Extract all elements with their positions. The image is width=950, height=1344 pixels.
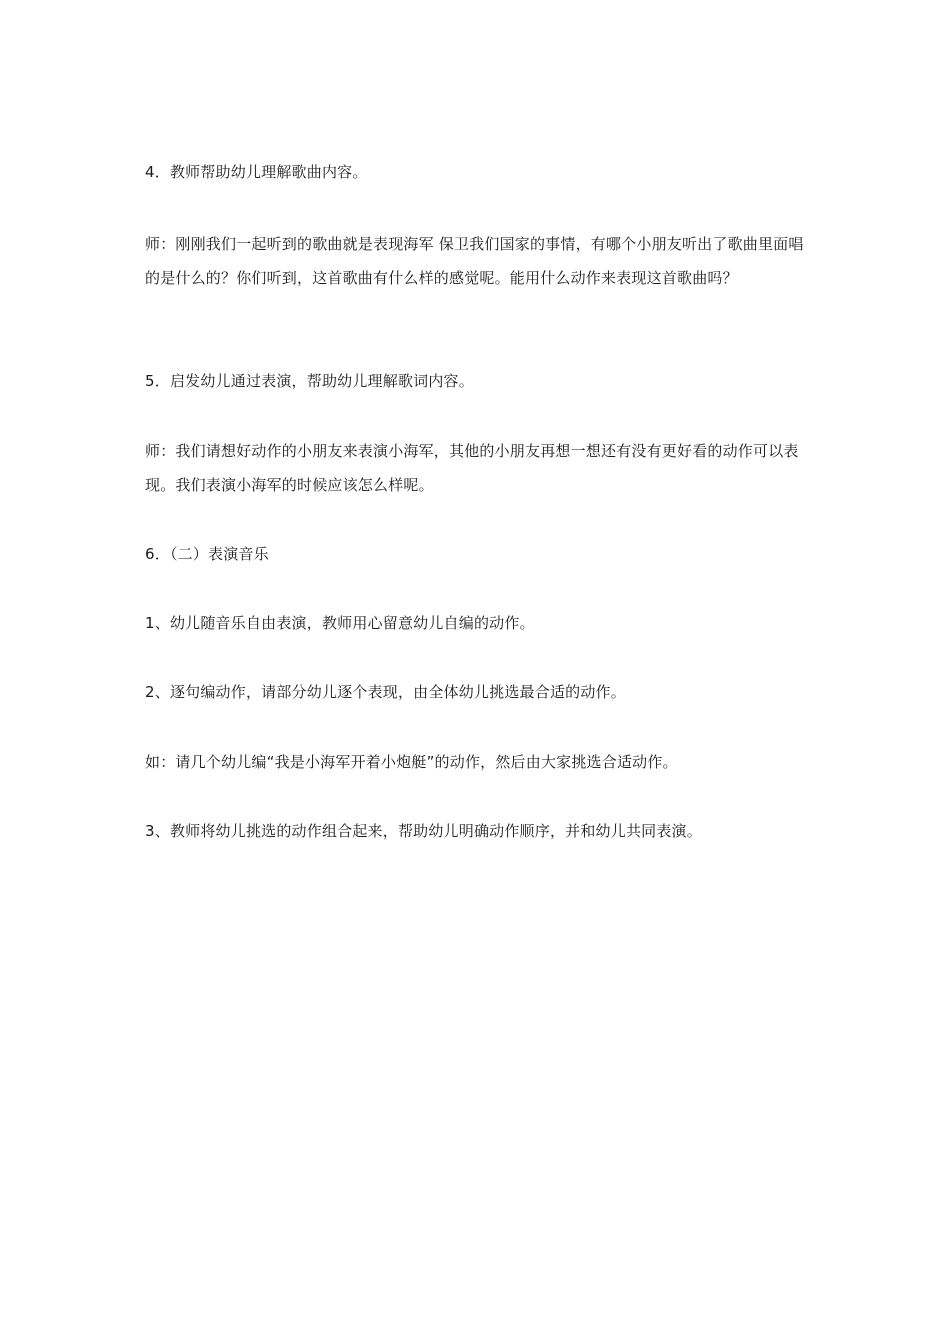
step-6-heading: 6．（二）表演音乐	[145, 545, 269, 563]
step-4-heading: 4．教师帮助幼儿理解歌曲内容。	[145, 163, 368, 181]
example-paragraph: 如：请几个幼儿编“我是小海军开着小炮艇”的动作，然后由大家挑选合适动作。	[145, 753, 678, 771]
teacher-question-paragraph: 师：刚刚我们一起听到的歌曲就是表现海军 保卫我们国家的事情，有哪个小朋友听出了歌曲里面唱的是什么的？你们听到，这首歌曲有什么样的感觉呢。能用什么动作来表现这首歌曲吗？	[145, 235, 804, 287]
step-5-heading: 5．启发幼儿通过表演，帮助幼儿理解歌词内容。	[145, 372, 474, 390]
list-item-1: 1、幼儿随音乐自由表演，教师用心留意幼儿自编的动作。	[145, 614, 535, 632]
list-item-2: 2、逐句编动作，请部分幼儿逐个表现，由全体幼儿挑选最合适的动作。	[145, 683, 626, 701]
list-item-3: 3、教师将幼儿挑选的动作组合起来，帮助幼儿明确动作顺序，并和幼儿共同表演。	[145, 822, 702, 840]
teacher-performance-paragraph: 师：我们请想好动作的小朋友来表演小海军，其他的小朋友再想一想还有没有更好看的动作可以表现。我们表演小海军的时候应该怎么样呢。	[145, 442, 799, 494]
